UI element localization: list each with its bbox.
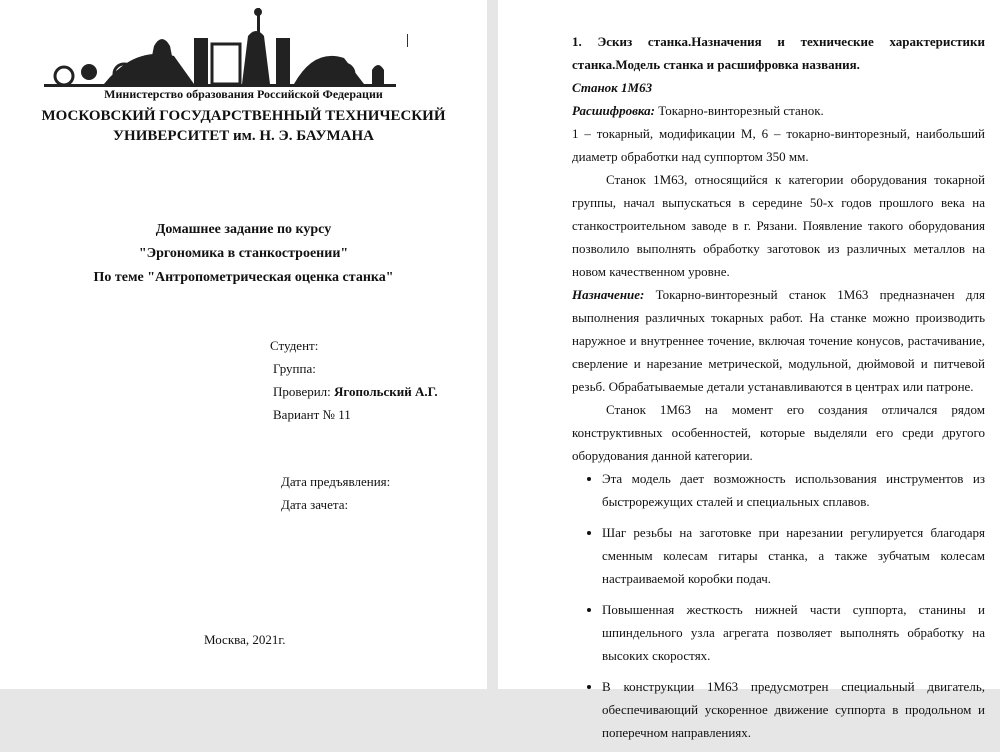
text-cursor xyxy=(407,34,408,47)
machine-title: Станок 1М63 xyxy=(572,80,653,95)
homework-title-line3: По теме "Антропометрическая оценка станка" xyxy=(93,270,394,285)
city-year: Москва, 2021г. xyxy=(204,632,286,647)
list-item: • В конструкции 1М63 предусмотрен специальный двигатель, обеспечивающий ускоренное движение суппорта в продольном и поперечном направлениях. xyxy=(602,675,985,744)
checked-by xyxy=(273,384,438,400)
submission-date-label: Дата предъявления: xyxy=(281,474,391,489)
list-item: • Шаг резьбы на заготовке при нарезании регулируется благодаря сменным колесам гитары станка, а также зубчатым колесам настраиваемой коробки подач. xyxy=(602,521,985,590)
checked-label: Проверил: xyxy=(273,384,331,399)
content-page xyxy=(498,0,1000,740)
decoding-label: Расшифровка: xyxy=(572,103,655,118)
purpose-text: Токарно-винторезный станок 1М63 предназначен для выполнения различных токарных работ. На станке можно производить наружное и внутреннее точение, включая точение конусов, растачивание, сверление и нарезание метрической, модульной, дюймовой и питчевой резьб. Обрабатываемые детали устанавливаются в центрах или патроне. xyxy=(572,287,985,394)
university-emblem-logo xyxy=(44,6,396,88)
title-page xyxy=(0,0,487,689)
purpose-paragraph xyxy=(572,283,985,398)
list-item: • Эта модель дает возможность использования инструментов из быстрорежущих сталей и специальных сплавов. xyxy=(602,467,985,513)
list-item: • Повышенная жесткость нижней части суппорта, станины и шпиндельного узла агрегата позволяет выполнять обработку на высоких скоростях. xyxy=(602,598,985,667)
credit-date-label: Дата зачета: xyxy=(281,497,349,512)
decoding-line xyxy=(572,99,985,122)
purpose-label: Назначение: xyxy=(572,287,645,302)
variant-label: Вариант № 11 xyxy=(273,407,351,422)
section-heading: 1. Эскиз станка.Назначения и технические характеристики станка.Модель станка и расшифровка названия. xyxy=(572,34,985,72)
paragraph-history: Станок 1М63, относящийся к категории оборудования токарной группы, начал выпускаться в середине 50-х годов прошлого века на станкостроительном заводе в г. Рязани. Появление такого оборудования позволило выполнять обработку заготовок из различных металлов на новом качественном уровне. xyxy=(572,172,985,279)
homework-title-line2: "Эргономика в станкостроении" xyxy=(138,246,349,261)
university-name-line2: УНИВЕРСИТЕТ им. Н. Э. БАУМАНА xyxy=(113,128,374,144)
features-list xyxy=(572,467,985,744)
group-label: Группа: xyxy=(273,361,316,376)
decoding-text: Токарно-винторезный станок. xyxy=(654,103,824,118)
student-label: Студент: xyxy=(270,338,319,353)
decoding-detail: 1 – токарный, модификации М, 6 – токарно-винторезный, наибольший диаметр обработки над суппортом 350 мм. xyxy=(572,126,985,164)
homework-title-line1: Домашнее задание по курсу xyxy=(155,222,332,237)
ministry-label: Министерство образования Российской Федерации xyxy=(104,87,383,101)
university-name-line1: МОСКОВСКИЙ ГОСУДАРСТВЕННЫЙ ТЕХНИЧЕСКИЙ xyxy=(41,108,446,124)
checked-name: Ягопольский А.Г. xyxy=(334,384,438,399)
paragraph-features: Станок 1М63 на момент его создания отличался рядом конструктивных особенностей, которые выделяли его среди другого оборудования данной категории. xyxy=(572,402,985,463)
